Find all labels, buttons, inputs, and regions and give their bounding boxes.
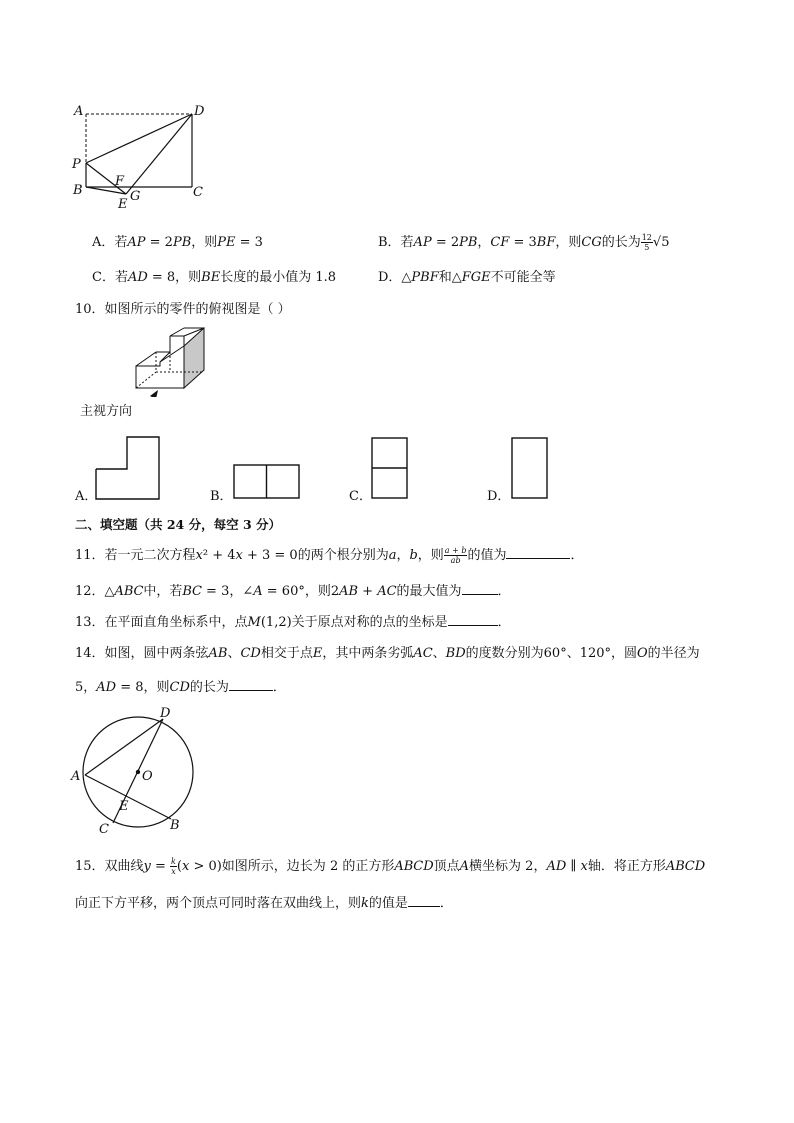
q9-option-c: C．若𝐴𝐷 = 8，则𝐵𝐸长度的最小值为 1.8 [92,270,337,285]
q14-line2: 5，𝐴𝐷 = 8，则𝐶𝐷的长为 ． [75,676,286,698]
view-direction-label: 主视方向 [80,404,133,419]
circle-figure [68,702,208,838]
label-E2: E [119,799,129,814]
q11-answer-blank[interactable] [506,544,570,559]
label-F: F [115,174,125,189]
q13-answer-blank[interactable] [448,611,498,626]
label-C: C [193,185,203,200]
q12-answer-blank[interactable] [462,580,498,595]
q13: 13．在平面直角坐标系中，点𝑀(1,2)关于原点对称的点的坐标是 ． [75,611,511,633]
q10-option-c-shape [371,437,409,500]
q10-option-c-label: C． [349,489,372,504]
q9-option-d: D．△𝑃𝐵𝐹和△𝐹𝐺𝐸不可能全等 [378,270,556,285]
q11: 11．若一元二次方程𝑥² + 4𝑥 + 3 = 0的两个根分别为𝑎，𝑏，则 $\frac{\text{𝑎 + 𝑏}}{\text{𝑎𝑏}}$ 的值为 ． [75,546,584,565]
label-D: D [194,104,205,119]
q9-option-b-root: √5 [652,235,670,250]
q10-option-a-label: A． [75,489,98,504]
label-D2: D [160,706,171,721]
q15-answer-blank[interactable] [408,892,440,907]
q12: 12．△𝐴𝐵𝐶中，若𝐵𝐶 = 3，∠𝐴 = 60°，则2𝐴𝐵 + 𝐴𝐶的最大值为 ． [75,580,511,602]
q10-option-d-shape [511,437,549,500]
label-O: O [142,769,153,784]
part-3d-figure [130,322,220,397]
q14-line1: 14．如图，圆中两条弦𝐴𝐵、𝐶𝐷相交于点𝐸，其中两条劣弧𝐴𝐶、𝐵𝐷的度数分别为60°、120°，圆𝑂的半径为 [75,646,700,661]
label-E: E [118,197,128,212]
q15-fraction: $\frac{\text{𝑘}}{\text{𝑥}}$ [171,857,176,876]
q10-option-d-label: D． [487,489,511,504]
label-B: B [73,183,83,198]
q15-line2: 向正下方平移，两个顶点可同时落在双曲线上，则𝑘的值是 ． [75,892,453,914]
q9-option-a: A．若𝐴𝑃 = 2𝑃𝐵，则𝑃𝐸 = 3 [92,235,263,250]
q10-stem: 10．如图所示的零件的俯视图是（ ） [75,302,291,317]
label-G: G [130,189,141,204]
q10-option-b-shape [233,464,301,500]
q10-option-b-label: B． [210,489,233,504]
q15-line1: 15．双曲线𝑦 = $\frac{\text{𝑘}}{\text{𝑥}}$ (𝑥 > 0)如图所示，边长为 2 的正方形𝐴𝐵𝐶𝐷顶点𝐴横坐标为 2，𝐴𝐷 ∥ 𝑥轴．将正方形𝐴𝐵𝐶𝐷 [75,857,706,876]
section-heading: 二、填空题（共 24 分，每空 3 分） [75,517,282,532]
q10-option-a-shape [95,436,161,500]
q11-fraction: $\frac{\text{𝑎 + 𝑏}}{\text{𝑎𝑏}}$ [444,546,467,565]
rectangle-figure [68,100,218,215]
q9-option-b-fraction: $\frac{12}{5}$ [641,233,652,252]
label-A2: A [71,769,81,784]
label-A: A [74,104,84,119]
q9-option-b-text: B．若𝐴𝑃 = 2𝑃𝐵，𝐶𝐹 = 3𝐵𝐹，则𝐶𝐺的长为 [378,235,641,250]
q14-answer-blank[interactable] [229,676,273,691]
q9-option-b [378,233,669,253]
label-P: P [72,157,81,172]
label-C2: C [99,822,109,837]
label-B2: B [170,818,180,833]
